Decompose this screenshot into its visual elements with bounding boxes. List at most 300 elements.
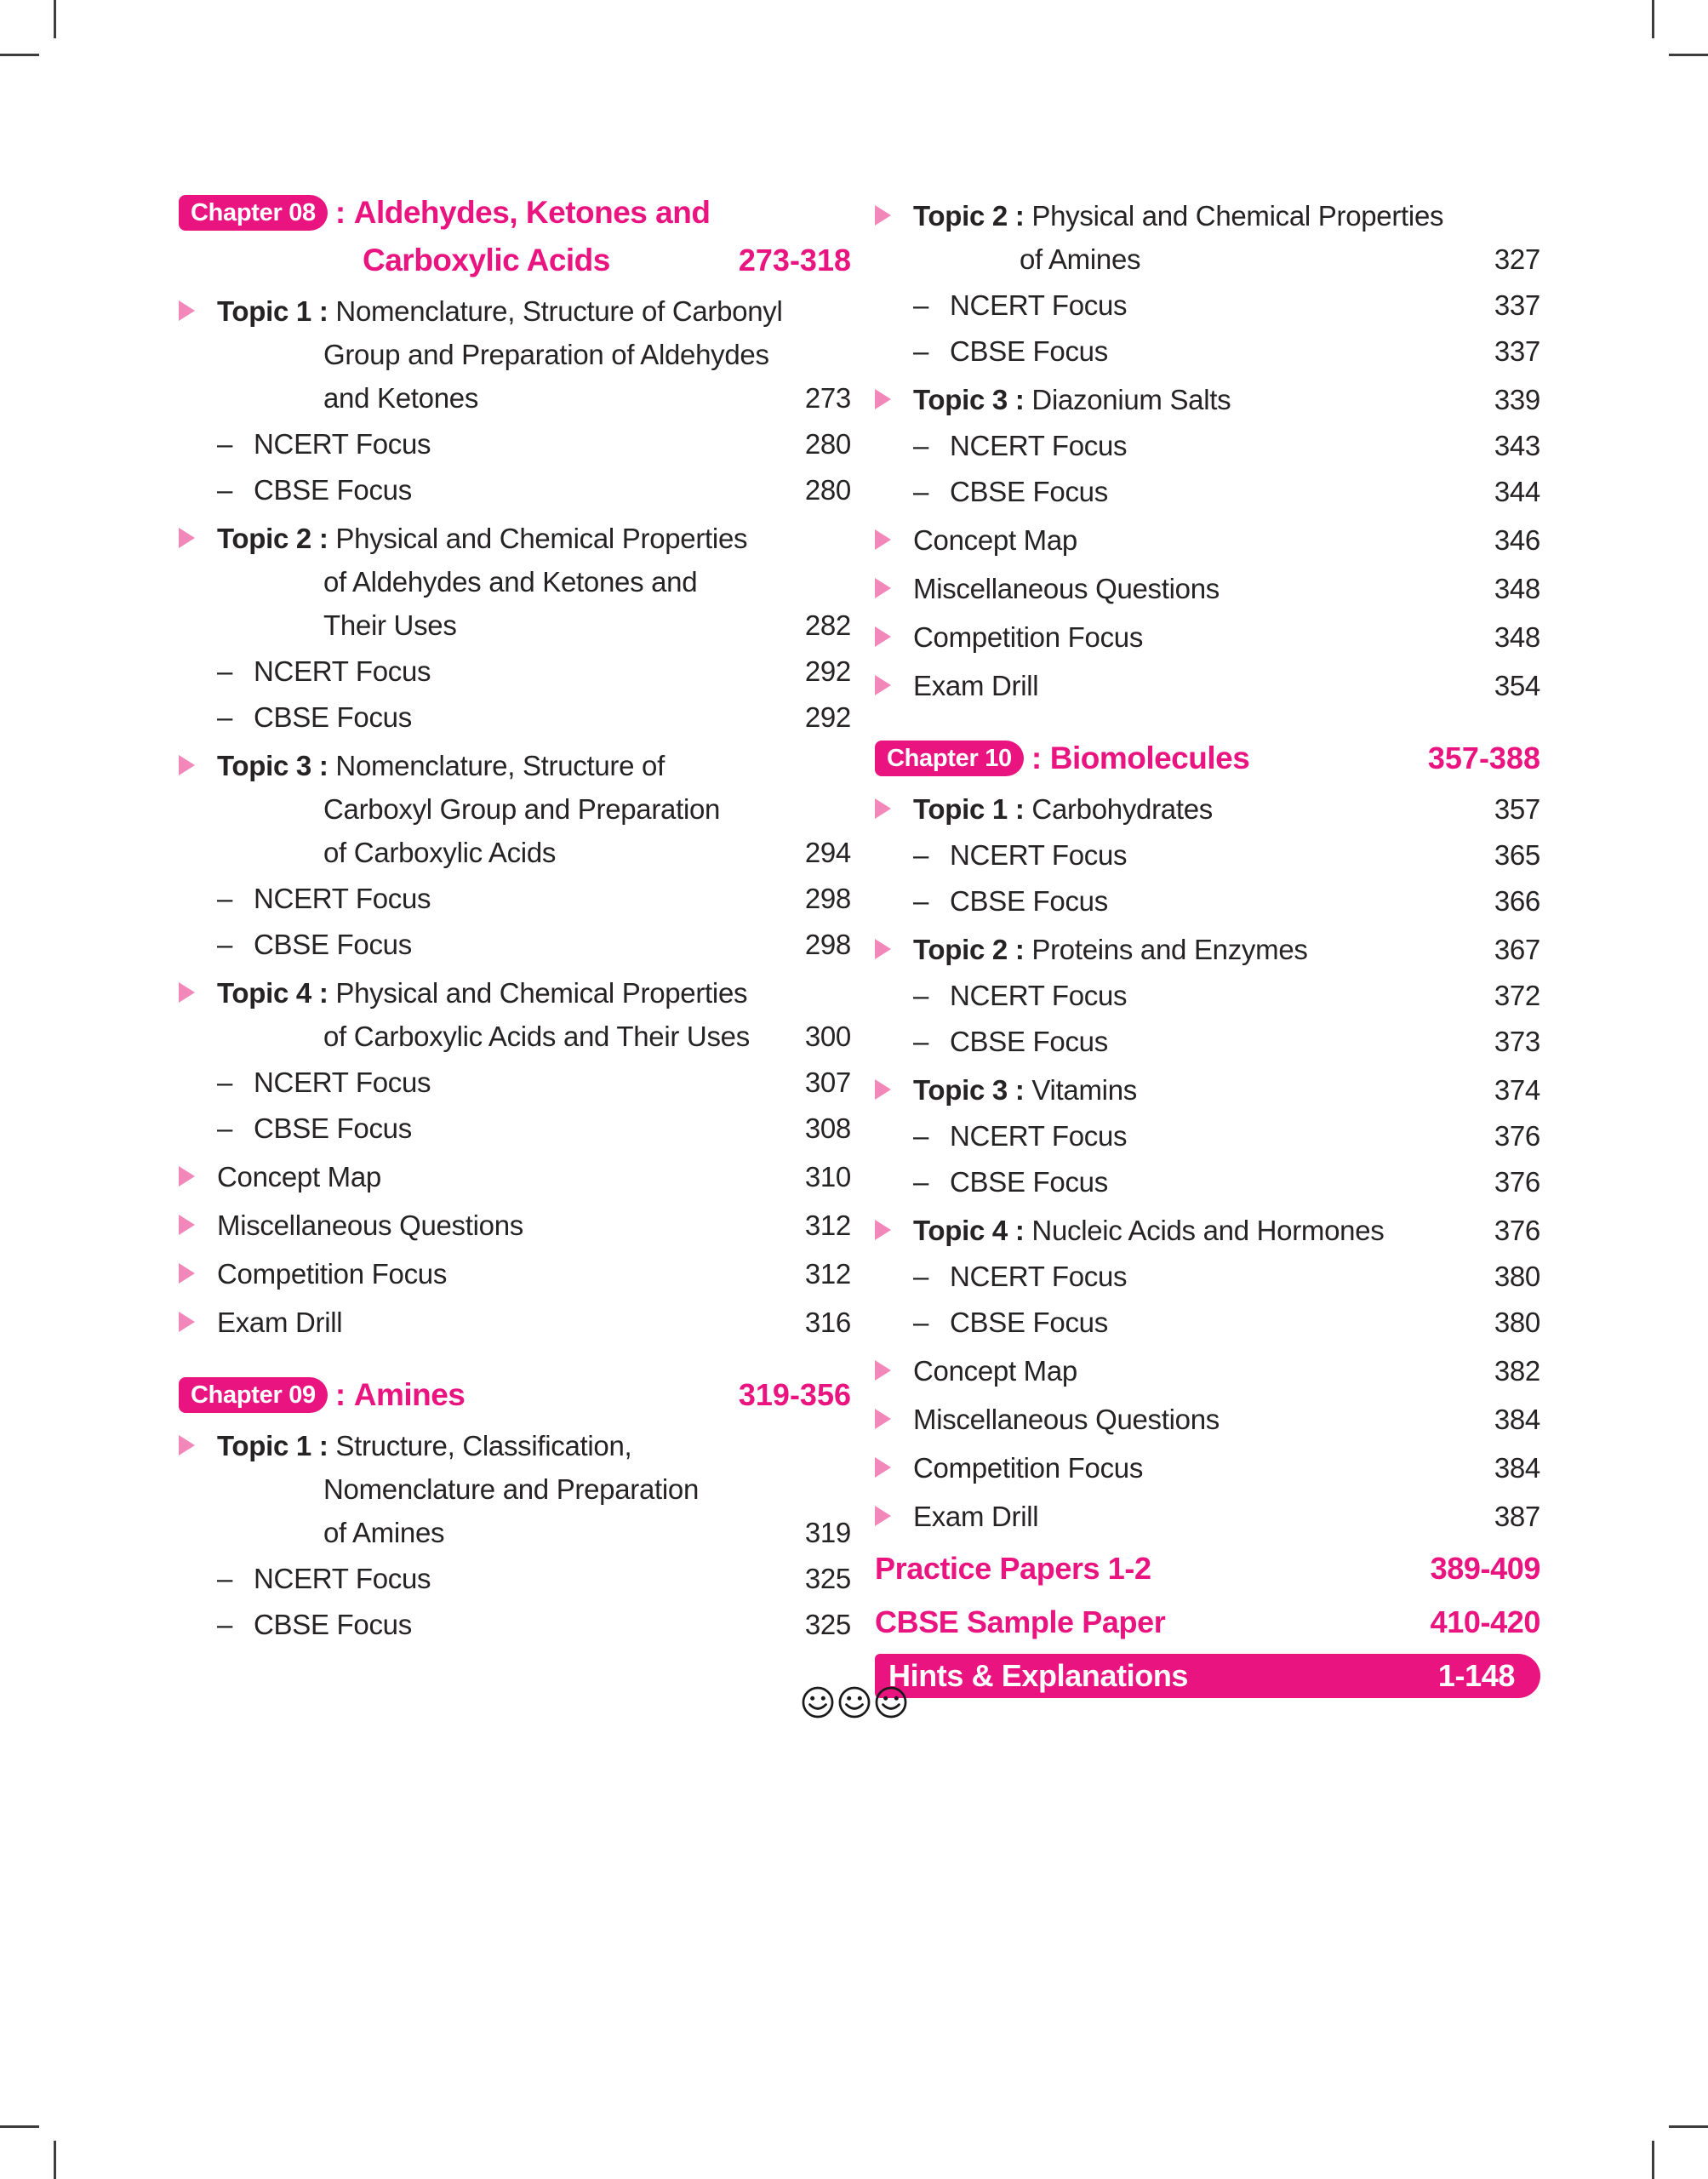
topic-body: [217, 971, 805, 1058]
sub-entry-row: [875, 329, 1540, 373]
crop-mark-top-right-v: [1652, 0, 1654, 38]
triangle-bullet-icon: [875, 578, 891, 598]
crop-mark-bottom-left-v: [54, 2141, 56, 2179]
topic-first-line: [913, 928, 1494, 971]
page-number: 343: [1494, 430, 1540, 461]
page-number: 376: [1494, 1120, 1540, 1152]
sub-entry-row: [179, 1557, 851, 1600]
page-number: 376: [1494, 1215, 1540, 1246]
item-row: [179, 1252, 851, 1295]
page-number: 365: [1494, 839, 1540, 871]
topic-label: Topic 3 :: [217, 750, 328, 781]
hints-banner: [875, 1654, 1540, 1698]
item-bullet-cell: [179, 1155, 217, 1198]
dash-icon: –: [913, 430, 929, 461]
section-label: Practice Papers 1-2: [875, 1551, 1151, 1586]
item-bullet-cell: [875, 1349, 913, 1393]
chapter-separator: :: [334, 195, 346, 230]
page-number: 384: [1494, 1452, 1540, 1484]
page-number: 382: [1494, 1355, 1540, 1387]
chapter-title: Amines: [353, 1377, 466, 1412]
chapter-title-block: [875, 735, 1249, 782]
page-number: 337: [1494, 289, 1540, 321]
page-number: 300: [804, 1021, 851, 1052]
page-number: 380: [1494, 1261, 1540, 1292]
sub-entry-body: [913, 283, 1494, 327]
topic-first-line: [217, 744, 805, 787]
triangle-bullet-icon: [875, 1220, 891, 1240]
sub-entry-body: [217, 1061, 805, 1104]
topic-bullet-cell: [875, 928, 913, 971]
smiley-face-icon: [837, 1685, 871, 1719]
sub-entry-body: [913, 1160, 1494, 1204]
page-number: 325: [804, 1563, 851, 1594]
triangle-bullet-icon: [875, 1079, 891, 1100]
page-number: 380: [1494, 1307, 1540, 1338]
chapter-page-range: 273-318: [738, 243, 851, 277]
topic-first-line: [913, 1209, 1494, 1252]
page-number: 348: [1494, 573, 1540, 604]
topic-label: Topic 3 :: [913, 1074, 1025, 1106]
smiley-face-icon: [874, 1685, 908, 1719]
page-number: 327: [1494, 243, 1540, 275]
sub-entry-body: [913, 974, 1494, 1017]
dash-icon: –: [913, 1261, 929, 1292]
triangle-bullet-icon: [875, 939, 891, 959]
sub-entry-label: CBSE Focus: [950, 1307, 1108, 1338]
dash-icon: –: [913, 1166, 929, 1198]
dash-icon: –: [913, 476, 929, 507]
topic-first-line: [217, 517, 805, 560]
topic-label: Topic 1 :: [913, 793, 1025, 825]
topic-row: [875, 1068, 1540, 1112]
item-row: [875, 1349, 1540, 1393]
sub-entry-body: [913, 470, 1494, 513]
sub-entry-label: NCERT Focus: [254, 883, 431, 914]
page-number: 292: [804, 655, 851, 687]
topic-first-line: [217, 289, 805, 333]
item-label: Miscellaneous Questions: [913, 573, 1220, 604]
page-number: 373: [1494, 1026, 1540, 1057]
topic-title-continuation: Group and Preparation of Aldehydes: [323, 339, 769, 370]
chapter-title: Aldehydes, Ketones and: [353, 195, 711, 230]
topic-body: [217, 744, 805, 874]
sub-entry-label: CBSE Focus: [950, 1026, 1108, 1057]
sub-entry-label: NCERT Focus: [950, 1261, 1128, 1292]
page-number: 312: [804, 1258, 851, 1290]
sub-entry-row: [179, 1061, 851, 1104]
topic-body: [913, 1068, 1494, 1112]
page-number: 339: [1494, 384, 1540, 415]
sub-entry-row: [179, 1107, 851, 1150]
dash-icon: –: [913, 980, 929, 1011]
topic-title: Proteins and Enzymes: [1031, 934, 1308, 965]
item-label: Exam Drill: [217, 1307, 343, 1338]
sub-entry-row: [875, 1255, 1540, 1298]
sub-entry-label: CBSE Focus: [254, 929, 412, 960]
page-number: 273: [804, 382, 851, 414]
smiley-row: [801, 1685, 908, 1719]
topic-first-line: [217, 1424, 805, 1467]
sub-entry-row: [875, 833, 1540, 877]
triangle-bullet-icon: [179, 1312, 195, 1332]
triangle-bullet-icon: [875, 1506, 891, 1526]
crop-mark-bottom-left-h: [0, 2125, 39, 2128]
page-number: 280: [804, 428, 851, 460]
sub-entry-label: NCERT Focus: [950, 430, 1128, 461]
topic-row: [875, 1209, 1540, 1252]
triangle-bullet-icon: [179, 528, 195, 548]
page-number: 282: [804, 609, 851, 641]
sub-entry-row: [875, 470, 1540, 513]
dash-icon: –: [913, 1307, 929, 1338]
sub-entry-row: [179, 695, 851, 739]
topic-title: Physical and Chemical Properties: [1031, 200, 1444, 232]
chapter-title-line: [179, 1371, 465, 1419]
section-page-range: 389-409: [1430, 1551, 1540, 1586]
page-number: 344: [1494, 476, 1540, 507]
page-number: 294: [804, 837, 851, 868]
section-row: [875, 1547, 1540, 1590]
item-bullet-cell: [875, 664, 913, 707]
toc-column-right: [875, 189, 1540, 1698]
sub-entry-label: CBSE Focus: [254, 701, 412, 733]
dash-icon: –: [217, 883, 233, 914]
sub-entry-body: [217, 1107, 805, 1150]
item-label: Concept Map: [217, 1161, 381, 1192]
triangle-bullet-icon: [875, 1457, 891, 1478]
triangle-bullet-icon: [179, 982, 195, 1003]
topic-row: [875, 787, 1540, 831]
topic-body: [913, 787, 1494, 831]
page-number: 387: [1494, 1501, 1540, 1532]
crop-mark-bottom-right-v: [1652, 2141, 1654, 2179]
item-row: [875, 1495, 1540, 1538]
topic-row: [179, 744, 851, 874]
sub-entry-body: [217, 1603, 805, 1646]
chapter-page-range: 319-356: [738, 1377, 851, 1412]
triangle-bullet-icon: [875, 205, 891, 226]
topic-row: [179, 517, 851, 647]
topic-title-continuation: of Amines: [323, 1517, 445, 1548]
page-number: 298: [804, 883, 851, 914]
item-bullet-cell: [875, 567, 913, 610]
sub-entry-label: CBSE Focus: [950, 885, 1108, 917]
triangle-bullet-icon: [179, 755, 195, 775]
dash-icon: –: [217, 1112, 233, 1144]
dash-icon: –: [913, 1026, 929, 1057]
sub-entry-label: NCERT Focus: [950, 980, 1128, 1011]
topic-row: [875, 928, 1540, 971]
topic-row: [179, 289, 851, 420]
sub-entry-body: [217, 422, 805, 466]
toc-column-left: [179, 189, 851, 1646]
section-row: [875, 1600, 1540, 1644]
chapter-badge: Chapter 08: [179, 195, 328, 231]
page-number: 280: [804, 474, 851, 506]
item-label: Concept Map: [913, 524, 1077, 556]
topic-title: Nucleic Acids and Hormones: [1031, 1215, 1385, 1246]
topic-title-continuation: of Carboxylic Acids: [323, 837, 557, 868]
sub-entry-body: [913, 1020, 1494, 1063]
sub-entry-row: [875, 1114, 1540, 1158]
hints-banner-label: Hints & Explanations: [888, 1658, 1189, 1693]
page-number: 366: [1494, 885, 1540, 917]
topic-bullet-cell: [875, 378, 913, 421]
chapter-title-line: [875, 735, 1249, 782]
page-number: 310: [804, 1161, 851, 1192]
item-bullet-cell: [875, 518, 913, 562]
sub-entry-label: CBSE Focus: [950, 335, 1108, 367]
sub-entry-body: [913, 1114, 1494, 1158]
triangle-bullet-icon: [875, 675, 891, 695]
topic-bullet-cell: [179, 971, 217, 1015]
topic-bullet-cell: [179, 1424, 217, 1467]
sub-entry-row: [179, 422, 851, 466]
topic-title: Physical and Chemical Properties: [335, 523, 748, 554]
topic-bullet-cell: [179, 744, 217, 787]
item-label: Exam Drill: [913, 670, 1039, 701]
topic-row: [179, 1424, 851, 1554]
topic-body: [217, 517, 805, 647]
chapter-badge: Chapter 10: [875, 741, 1024, 776]
topic-body: [913, 194, 1494, 281]
topic-bullet-cell: [179, 517, 217, 560]
sub-entry-body: [217, 695, 805, 739]
topic-bullet-cell: [875, 787, 913, 831]
sub-entry-body: [913, 1255, 1494, 1298]
sub-entry-row: [875, 1020, 1540, 1063]
topic-label: Topic 1 :: [217, 1430, 328, 1461]
topic-label: Topic 1 :: [217, 295, 328, 327]
topic-row: [875, 194, 1540, 281]
triangle-bullet-icon: [875, 1409, 891, 1429]
item-bullet-cell: [179, 1301, 217, 1344]
topic-title-continuation: Nomenclature and Preparation: [323, 1473, 700, 1505]
dash-icon: –: [913, 1120, 929, 1152]
topic-title-continuation: Carboxyl Group and Preparation: [323, 793, 721, 825]
sub-entry-label: CBSE Focus: [254, 474, 412, 506]
topic-first-line: [217, 971, 805, 1015]
chapter-title-block: [179, 1371, 465, 1419]
sub-entry-body: [217, 649, 805, 693]
triangle-bullet-icon: [875, 389, 891, 409]
item-bullet-cell: [179, 1204, 217, 1247]
page-number: 308: [804, 1112, 851, 1144]
dash-icon: –: [913, 335, 929, 367]
dash-icon: –: [217, 655, 233, 687]
sub-entry-label: NCERT Focus: [254, 1563, 431, 1594]
topic-first-line: [913, 1068, 1494, 1112]
page-number: 325: [804, 1609, 851, 1640]
item-label: Miscellaneous Questions: [217, 1210, 523, 1241]
sub-entry-label: CBSE Focus: [254, 1112, 412, 1144]
sub-entry-label: NCERT Focus: [254, 1067, 431, 1098]
item-label: Exam Drill: [913, 1501, 1039, 1532]
topic-row: [875, 378, 1540, 421]
chapter-title-line: [363, 237, 710, 284]
item-row: [875, 567, 1540, 610]
topic-first-line: [913, 787, 1494, 831]
page-number: 376: [1494, 1166, 1540, 1198]
smiley-face-icon: [801, 1685, 835, 1719]
topic-label: Topic 4 :: [217, 977, 328, 1009]
sub-entry-label: CBSE Focus: [950, 476, 1108, 507]
sub-entry-body: [913, 879, 1494, 923]
sub-entry-body: [913, 329, 1494, 373]
sub-entry-row: [179, 877, 851, 920]
topic-title: Carbohydrates: [1031, 793, 1213, 825]
sub-entry-row: [875, 283, 1540, 327]
dash-icon: –: [217, 1609, 233, 1640]
dash-icon: –: [217, 474, 233, 506]
page-number: 316: [804, 1307, 851, 1338]
topic-title: Physical and Chemical Properties: [335, 977, 748, 1009]
crop-mark-top-left-v: [54, 0, 56, 38]
topic-title-continuation: of Carboxylic Acids and Their Uses: [323, 1021, 750, 1052]
topic-body: [217, 1424, 805, 1554]
page-number: 384: [1494, 1404, 1540, 1435]
topic-title: Nomenclature, Structure of Carbonyl: [335, 295, 783, 327]
page-number: 348: [1494, 621, 1540, 653]
page-number: 307: [804, 1067, 851, 1098]
item-bullet-cell: [875, 615, 913, 659]
topic-bullet-cell: [875, 194, 913, 237]
dash-icon: –: [913, 885, 929, 917]
item-row: [875, 1446, 1540, 1490]
dash-icon: –: [217, 701, 233, 733]
page-number: 372: [1494, 980, 1540, 1011]
sub-entry-row: [875, 1301, 1540, 1344]
sub-entry-label: CBSE Focus: [950, 1166, 1108, 1198]
triangle-bullet-icon: [179, 1166, 195, 1187]
page-number: 292: [804, 701, 851, 733]
item-bullet-cell: [179, 1252, 217, 1295]
chapter-row: [179, 1371, 851, 1419]
topic-title-continuation: and Ketones: [323, 382, 479, 414]
item-row: [875, 1398, 1540, 1441]
sub-entry-row: [179, 1603, 851, 1646]
chapter-title: Biomolecules: [1049, 741, 1250, 775]
section-label: CBSE Sample Paper: [875, 1604, 1166, 1639]
dash-icon: –: [217, 428, 233, 460]
page-number: 367: [1494, 934, 1540, 965]
topic-label: Topic 2 :: [913, 200, 1025, 232]
page-number: 312: [804, 1210, 851, 1241]
topic-row: [179, 971, 851, 1058]
sub-entry-row: [875, 1160, 1540, 1204]
topic-body: [913, 1209, 1494, 1252]
sub-entry-body: [913, 833, 1494, 877]
chapter-title: Carboxylic Acids: [363, 243, 610, 277]
triangle-bullet-icon: [179, 1435, 195, 1456]
topic-bullet-cell: [875, 1068, 913, 1112]
chapter-separator: :: [334, 1377, 346, 1412]
chapter-row: [179, 189, 851, 284]
sub-entry-row: [875, 879, 1540, 923]
page-number: 298: [804, 929, 851, 960]
page-number: 346: [1494, 524, 1540, 556]
topic-title: Vitamins: [1031, 1074, 1137, 1106]
dash-icon: –: [217, 929, 233, 960]
section-page-range: 410-420: [1430, 1604, 1540, 1639]
item-label: Concept Map: [913, 1355, 1077, 1387]
triangle-bullet-icon: [875, 1360, 891, 1381]
topic-body: [217, 289, 805, 420]
sub-entry-row: [179, 649, 851, 693]
page-number: 374: [1494, 1074, 1540, 1106]
sub-entry-label: NCERT Focus: [254, 655, 431, 687]
sub-entry-label: NCERT Focus: [950, 839, 1128, 871]
topic-label: Topic 2 :: [913, 934, 1025, 965]
chapter-title-line: [179, 189, 710, 237]
triangle-bullet-icon: [875, 529, 891, 550]
sub-entry-body: [217, 1557, 805, 1600]
chapter-title-block: [179, 189, 710, 284]
triangle-bullet-icon: [179, 300, 195, 321]
sub-entry-label: CBSE Focus: [254, 1609, 412, 1640]
topic-bullet-cell: [179, 289, 217, 333]
dash-icon: –: [217, 1067, 233, 1098]
topic-first-line: [913, 194, 1494, 237]
page-number: 357: [1494, 793, 1540, 825]
chapter-separator: :: [1031, 741, 1042, 775]
sub-entry-row: [179, 923, 851, 966]
chapter-page-range: 357-388: [1427, 741, 1540, 775]
sub-entry-row: [179, 468, 851, 512]
item-bullet-cell: [875, 1495, 913, 1538]
topic-title: Nomenclature, Structure of: [335, 750, 665, 781]
triangle-bullet-icon: [875, 798, 891, 819]
triangle-bullet-icon: [179, 1263, 195, 1284]
crop-mark-bottom-right-h: [1669, 2125, 1708, 2128]
hints-banner-page-range: 1-148: [1437, 1658, 1515, 1693]
topic-title-continuation: of Amines: [1020, 243, 1141, 275]
sub-entry-body: [913, 1301, 1494, 1344]
triangle-bullet-icon: [875, 626, 891, 647]
chapter-row: [875, 735, 1540, 782]
sub-entry-row: [875, 424, 1540, 467]
item-row: [179, 1301, 851, 1344]
topic-label: Topic 3 :: [913, 384, 1025, 415]
item-bullet-cell: [875, 1398, 913, 1441]
sub-entry-row: [875, 974, 1540, 1017]
topic-title: Structure, Classification,: [335, 1430, 632, 1461]
dash-icon: –: [913, 289, 929, 321]
sub-entry-label: NCERT Focus: [254, 428, 431, 460]
item-label: Miscellaneous Questions: [913, 1404, 1220, 1435]
item-row: [875, 615, 1540, 659]
topic-body: [913, 378, 1494, 421]
page-number: 337: [1494, 335, 1540, 367]
topic-bullet-cell: [875, 1209, 913, 1252]
topic-title: Diazonium Salts: [1031, 384, 1231, 415]
item-label: Competition Focus: [913, 621, 1144, 653]
topic-first-line: [913, 378, 1494, 421]
sub-entry-body: [217, 468, 805, 512]
crop-mark-top-right-h: [1669, 54, 1708, 56]
crop-mark-top-left-h: [0, 54, 39, 56]
item-row: [179, 1155, 851, 1198]
dash-icon: –: [217, 1563, 233, 1594]
sub-entry-body: [913, 424, 1494, 467]
page-number: 319: [804, 1517, 851, 1548]
item-row: [875, 518, 1540, 562]
sub-entry-body: [217, 877, 805, 920]
item-label: Competition Focus: [217, 1258, 448, 1290]
sub-entry-label: NCERT Focus: [950, 1120, 1128, 1152]
chapter-badge: Chapter 09: [179, 1377, 328, 1413]
